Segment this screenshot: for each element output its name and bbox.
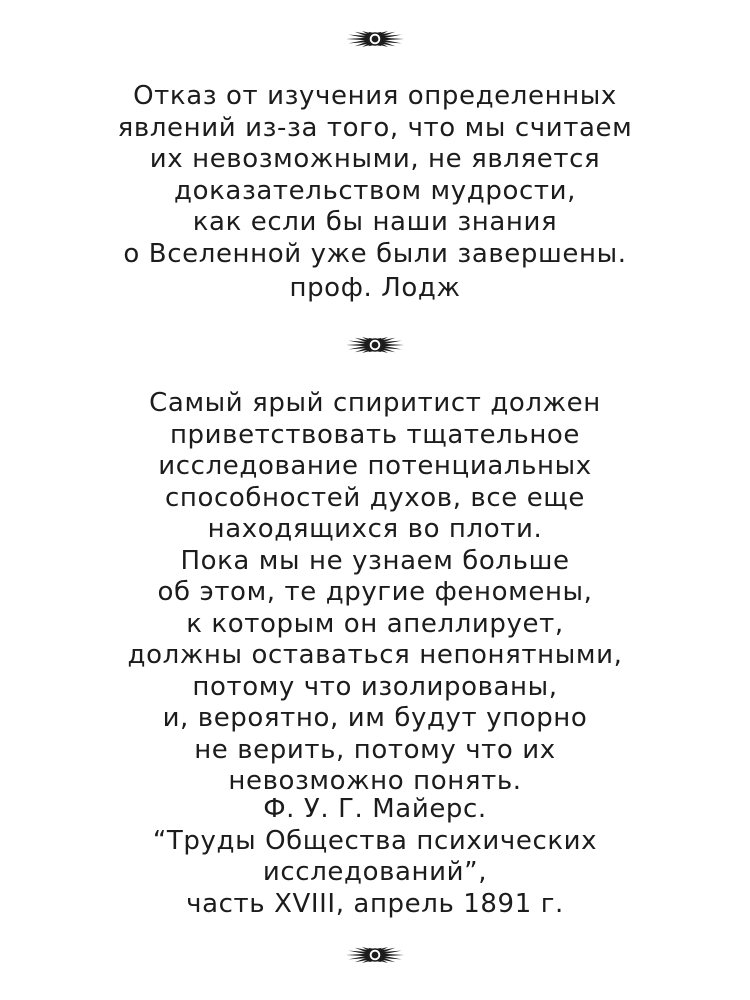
- ornament-ray: [382, 954, 405, 957]
- epigraph-2-line: потому что изолированы,: [192, 671, 558, 702]
- epigraph-1-line: доказательством мудрости,: [174, 175, 576, 206]
- epigraph-1-line: как если бы наши знания: [192, 207, 558, 237]
- sunburst-ornament-icon: [345, 940, 405, 970]
- epigraph-2-line: к которым он апеллирует,: [186, 608, 564, 639]
- sunburst-ornament-icon: [345, 24, 405, 54]
- epigraph-2-line: об этом, те другие феномены,: [157, 577, 593, 607]
- epigraph-2-line: исследование потенциальных: [158, 451, 592, 481]
- epigraph-2-line: невозможно понять.: [228, 766, 522, 796]
- epigraph-1: [40, 81, 710, 270]
- epigraph-2-line: способностей духов, все еще: [164, 482, 585, 513]
- epigraph-2-line: и, вероятно, им будут упорно: [162, 703, 588, 733]
- ornament-ray: [382, 38, 405, 41]
- epigraph-1-line: явлений из-за того, что мы считаем: [117, 112, 633, 143]
- epigraph-2-attribution: [40, 794, 710, 920]
- epigraph-2-source: “Труды Общества психических: [152, 825, 598, 856]
- ornament-center: [372, 36, 379, 43]
- sunburst-ornament-svg: [345, 330, 405, 360]
- ornament-ray: [346, 954, 369, 957]
- epigraph-2-line: должны оставаться непонятными,: [127, 640, 623, 670]
- epigraph-1-line: их невозможными, не является: [149, 144, 601, 174]
- epigraph-1-line: о Вселенной уже были завершены.: [123, 238, 627, 269]
- epigraph-2-author: Ф. У. Г. Майерс.: [263, 794, 487, 824]
- epigraph-1-line: Отказ от изучения определенных: [133, 81, 617, 111]
- epigraph-2-source: исследований”,: [262, 857, 488, 887]
- sunburst-ornament-icon: [345, 330, 405, 360]
- epigraph-2-date: часть XVIII, апрель 1891 г.: [186, 888, 564, 919]
- sunburst-ornament-svg: [345, 24, 405, 54]
- epigraph-2: [40, 388, 710, 798]
- epigraph-2-line: Пока мы не узнаем больше: [180, 545, 570, 576]
- epigraph-2-line: находящихся во плоти.: [207, 514, 543, 544]
- ornament-ray: [382, 344, 405, 347]
- epigraph-1-attribution: [40, 273, 710, 305]
- epigraph-1-author: проф. Лодж: [289, 273, 461, 303]
- ornament-ray: [346, 344, 369, 347]
- ornament-center: [372, 342, 379, 349]
- ornament-center: [372, 952, 379, 959]
- sunburst-ornament-svg: [345, 940, 405, 970]
- epigraph-2-line: Самый ярый спиритист должен: [149, 388, 601, 418]
- epigraph-2-line: не верить, потому что их: [194, 734, 556, 765]
- ornament-ray: [346, 38, 369, 41]
- epigraph-2-line: приветствовать тщательное: [169, 419, 581, 450]
